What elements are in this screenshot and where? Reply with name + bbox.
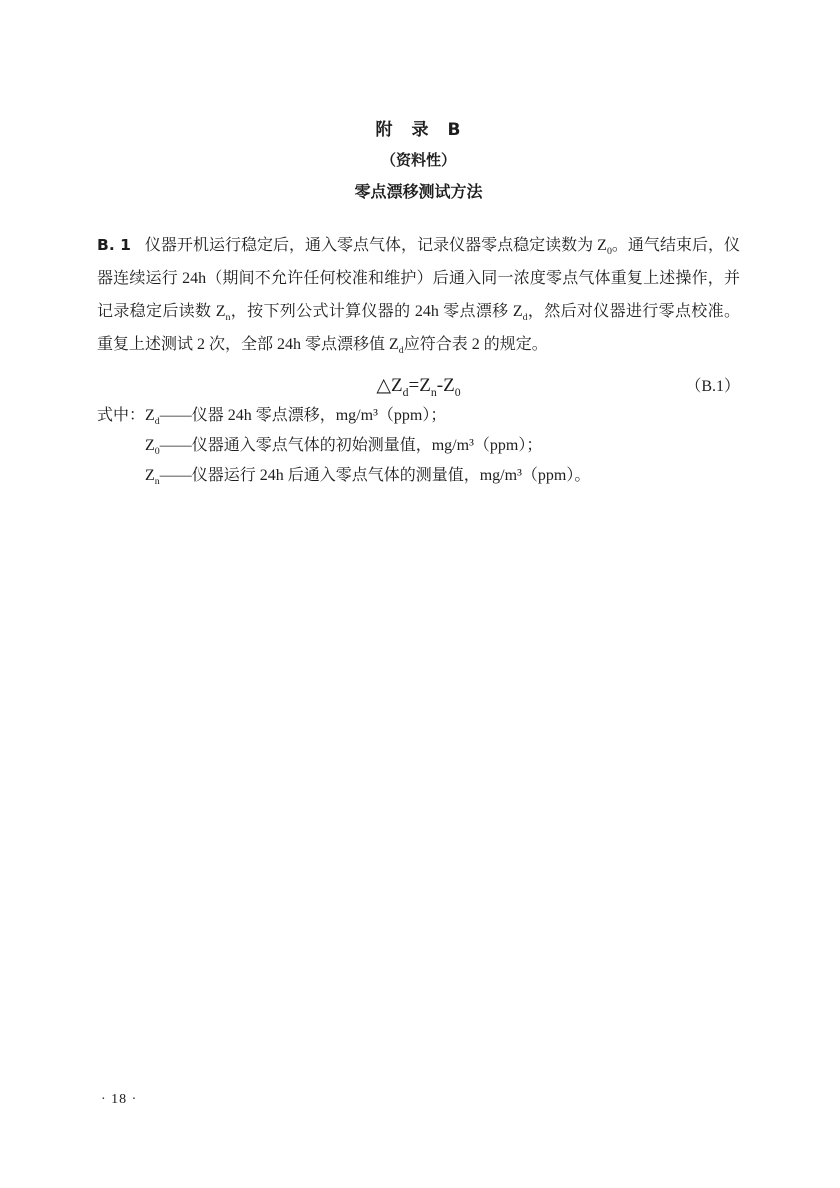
- definition-row: [97, 431, 740, 461]
- text-segment: 应符合表 2 的规定。: [403, 336, 548, 353]
- text-segment: ，按下列公式计算仪器的 24h 零点漂移: [230, 303, 513, 320]
- variable: $Z_d$: [512, 303, 528, 324]
- formula-definitions: [97, 401, 740, 491]
- definition-description: ——仪器运行 24h 后通入零点气体的测量值，mg/m³（ppm）。: [159, 467, 591, 484]
- variable: $\triangle Z_d$: [376, 375, 409, 399]
- definition-text: [145, 431, 740, 461]
- definition-description: ——仪器通入零点气体的初始测量值，mg/m³（ppm）；: [159, 437, 543, 454]
- definitions-prefix-spacer: [97, 461, 145, 491]
- definition-text: [145, 461, 740, 491]
- section-title: 零点漂移测试方法: [354, 182, 483, 201]
- appendix-heading: 附 录 B: [375, 120, 462, 140]
- definition-row: [97, 461, 740, 491]
- variable: $Z_0$: [597, 237, 612, 258]
- variable-zd: $Z_d$: [145, 407, 160, 428]
- text-segment: 仪器开机运行稳定后，通入零点气体，记录仪器零点稳定读数为: [144, 237, 598, 254]
- formula-b1: [97, 373, 740, 399]
- definition-description: ——仪器 24h 零点漂移，mg/m³（ppm）；: [159, 407, 447, 424]
- variable-zn: $Z_n$: [145, 467, 160, 488]
- variable-z0: $Z_0$: [145, 437, 160, 458]
- text-segment: ，然后对仪器进行零点校准。重复上述测试 2 次，全部 24h 零点漂移值: [97, 303, 740, 353]
- clause-b1-text: [97, 237, 740, 357]
- page-number: · 18 ·: [101, 1092, 138, 1107]
- page-content: [97, 0, 740, 491]
- formula-number: （B.1）: [685, 378, 740, 395]
- definitions-prefix: 式中：: [97, 407, 146, 424]
- variable: $-Z_0$: [436, 375, 461, 399]
- appendix-nature-heading: （资料性）: [380, 151, 456, 169]
- definitions-prefix-spacer: [97, 431, 145, 461]
- variable: $=Z_n$: [408, 375, 437, 399]
- definition-text: [145, 401, 740, 431]
- formula-row: [97, 373, 740, 399]
- text-segment: 。通气结束后，仪器连续运行 24h（期间不允许任何校准和维护）后通入同一浓度零点气体重复上述操作，并记录稳定后读数: [97, 237, 740, 320]
- clause-b1-paragraph: [97, 229, 740, 361]
- variable: $Z_d$: [389, 336, 404, 357]
- definition-row: [97, 401, 740, 431]
- clause-b1-label: B. 1: [97, 236, 131, 254]
- variable: $Z_n$: [215, 303, 231, 324]
